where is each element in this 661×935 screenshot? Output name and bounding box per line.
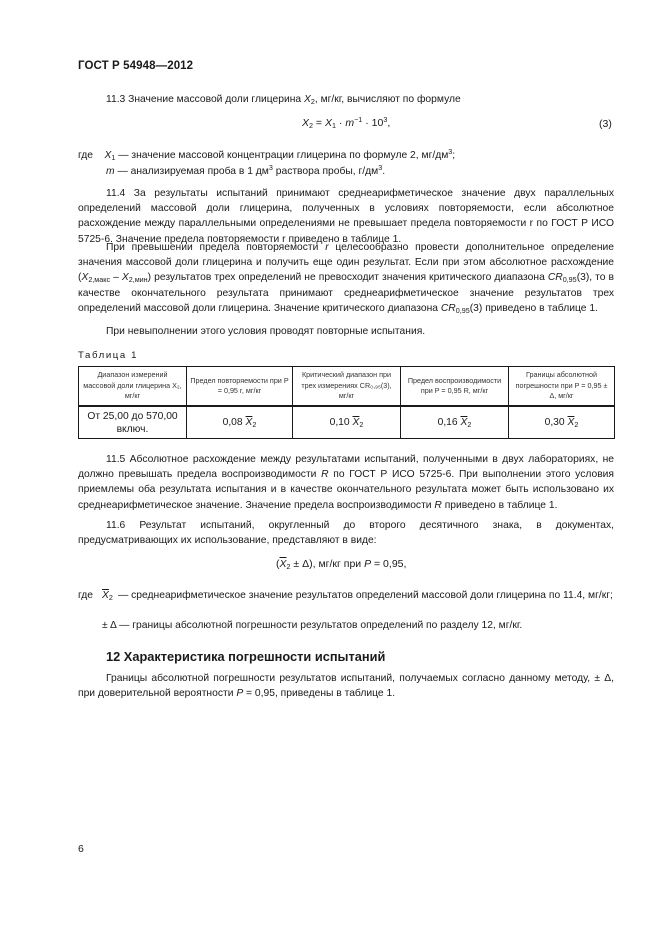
clause-11-4: 11.4 За результаты испытаний принимают среднеарифметическое значение двух параллельных определений массовой доли глицерина, полученных в условиях повторяемости, если абсолютное расхождение между параллельными определениями не превышает предела повторяемости r по ГОСТ Р ИСО 5725-6. Значение предела повторяемости r приведено в таблице 1. (78, 188, 614, 245)
clause-11-4-par3: При невыполнении этого условия проводят повторные испытания. (106, 326, 426, 337)
header-critical-range: Критический диапазон при трех измерениях CR₀,₉₅(3), мг/кг (293, 367, 401, 407)
section-12-heading: 12 Характеристика погрешности испытаний (106, 649, 386, 664)
equation-number: (3) (599, 118, 612, 130)
cell-range: От 25,00 до 570,00 включ. (79, 406, 187, 439)
header-range: Диапазон измерений массовой доли глицерина X₂, мг/кг (79, 367, 187, 407)
header-reproducibility: Предел воспроизводимости при P = 0,95 R, мг/кг (401, 367, 509, 407)
where-x2-symbol: $\overline{X}_2$ (102, 590, 113, 602)
where-delta: ± Δ — границы абсолютной погрешности результатов определений по разделу 12, мг/кг. (102, 620, 523, 631)
standard-header: ГОСТ Р 54948—2012 (78, 60, 194, 72)
clause-11-3: 11.3 Значение массовой доли глицерина $X_2$, мг/кг, вычисляют по формуле (106, 94, 461, 106)
where-gde-2: где (78, 590, 94, 601)
header-repeatability: Предел повторяемости при P = 0,95 r, мг/кг (187, 367, 293, 407)
result-formula: $(\overline{X}_2 \pm \Delta)$, мг/кг при P = 0,95, (276, 558, 407, 571)
where-x2-desc: — среднеарифметическое значение результатов определений массовой доли глицерина по 11.4, мг/кг; (118, 590, 613, 601)
table-row (79, 406, 615, 439)
where-m: m — анализируемая проба в 1 $дм^3$ раствора пробы, $г/дм^3$. (106, 163, 386, 177)
clause-11-5: 11.5 Абсолютное расхождение между результатами испытаний, полученными в двух лабораториях, не должно превышать предела воспроизводимости R по ГОСТ Р ИСО 5725-6. При выполнении этого условия приемлемы оба результата испытания и в качестве окончательного результата может быть использовано их среднеарифметическое значение. Значение предела воспроизводимости R приведено в таблице 1. (78, 454, 614, 511)
clause-11-4-par2: При превышении предела повторяемости r целесообразно провести дополнительное определение значения массовой доли глицерина и получить еще один результат. Если при этом абсолютное расхождение $(X_{2,макс} - X_{2,мин})$ результатов трех определений не превосходит значения критического диапазона $CR_{0,95}(3)$, то в качестве окончательного результата принимают среднеарифметическое значение результатов трех определений массовой доли глицерина. Значение критического диапазона $CR_{0,95}(3)$ приведено в таблице 1. (78, 242, 614, 315)
table-1 (78, 366, 615, 439)
section-12-text: Границы абсолютной погрешности результатов испытаний, получаемых согласно данному методу, ± Δ, при доверительной вероятности P = 0,95, приведены в таблице 1. (78, 673, 614, 700)
clause-11-6: 11.6 Результат испытаний, округленный до второго десятичного знака, в документах, предусматривающих их использование, представляют в виде: (78, 520, 614, 547)
cell-repeatability: 0,08 $\overline{X}_2$ (187, 406, 293, 439)
page-number: 6 (78, 843, 84, 855)
cell-reproducibility: 0,16 $\overline{X}_2$ (401, 406, 509, 439)
table-caption: Таблица 1 (78, 350, 139, 361)
header-accuracy: Границы абсолютной погрешности при P = 0,95 ± Δ, мг/кг (509, 367, 615, 407)
cell-critical-range: 0,10 $\overline{X}_2$ (293, 406, 401, 439)
cell-accuracy: 0,30 $\overline{X}_2$ (509, 406, 615, 439)
table-header-row (79, 367, 615, 407)
where-x1: где $X_1$ — значение массовой концентрации глицерина по формуле 2, $мг/дм^3$; (78, 147, 456, 162)
formula-3: $X_2 = X_1 \cdot m^{-1} \cdot 10^3$, (302, 115, 391, 130)
